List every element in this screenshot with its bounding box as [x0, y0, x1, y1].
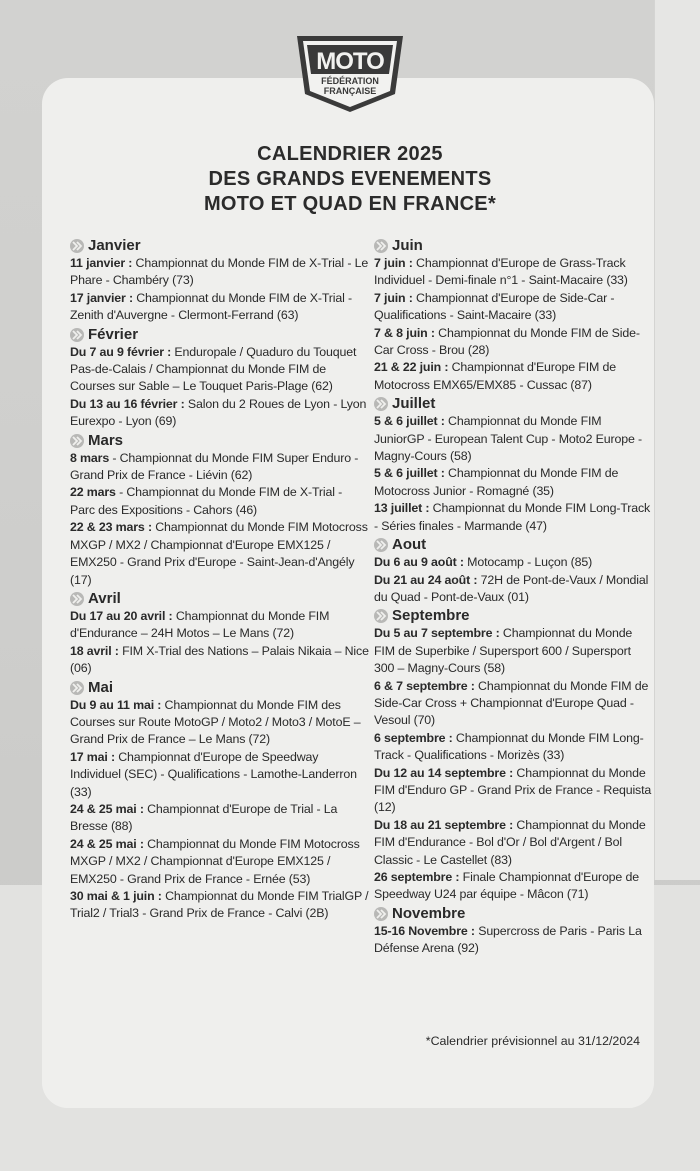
- event-item: [374, 359, 654, 394]
- month-label: Aout: [392, 536, 427, 554]
- event-date: 24 & 25 mai :: [70, 836, 144, 851]
- chevron-right-icon: [70, 239, 84, 253]
- event-item: [70, 643, 370, 678]
- event-description: Championnat du Monde FIM Long-Track - Qualifications - Morizès (33): [374, 730, 644, 763]
- month-label: Juin: [392, 237, 423, 254]
- event-date: Du 18 au 21 septembre :: [374, 817, 514, 832]
- event-description: Championnat d'Europe FIM de Motocross EMX65/EMX85 - Cussac (87): [374, 360, 616, 392]
- month-heading: [374, 905, 654, 923]
- event-description: Championnat du Monde FIM de Side-Car Cross - Brou (28): [374, 325, 640, 358]
- month-heading: [374, 237, 654, 255]
- event-date: 6 septembre :: [374, 730, 453, 745]
- event-item: [70, 344, 370, 396]
- event-description: Championnat du Monde FIM de Motocross Junior - Romagné (35): [374, 466, 619, 498]
- month-label: Mai: [88, 678, 114, 696]
- event-item: [70, 255, 370, 290]
- chevron-right-icon: [374, 397, 388, 411]
- event-date: 8 mars: [70, 450, 110, 465]
- event-description: Championnat du Monde FIM JuniorGP - European Talent Cup - Moto2 Europe - Magny-Cours (58): [374, 414, 642, 464]
- event-date: Du 12 au 14 septembre :: [374, 765, 514, 780]
- event-item: [374, 290, 654, 325]
- event-description: Championnat du Monde FIM TrialGP / Trial2 / Trial3 - Grand Prix de France - Calvi (2B): [70, 889, 369, 921]
- page-edge-strip: [654, 0, 700, 880]
- event-description: Salon du 2 Roues de Lyon - Lyon Eurexpo - Lyon (69): [70, 396, 367, 429]
- month-heading: [374, 607, 654, 625]
- chevron-right-icon: [70, 328, 84, 342]
- event-description: Finale Championnat d'Europe de Speedway U24 par équipe - Mâcon (71): [374, 870, 639, 902]
- event-description: Championnat du Monde FIM Motocross MXGP / MX2 / Championnat d'Europe EMX125 / EMX250 - Grand Prix d'Europe - Saint-Jean-d'Angély (17): [70, 520, 368, 587]
- event-description: FIM X-Trial des Nations – Palais Nikaia – Nice (06): [70, 643, 369, 676]
- event-description: Motocamp - Luçon (85): [463, 555, 593, 570]
- event-description: Championnat du Monde FIM Motocross MXGP / MX2 / Championnat d'Europe EMX125 / EMX250 - Grand Prix de France - Ernée (53): [70, 836, 360, 886]
- month-heading: [374, 536, 654, 554]
- month-heading: [70, 432, 370, 450]
- event-date: 5 & 6 juillet :: [374, 466, 445, 481]
- month-label: Juillet: [392, 395, 436, 413]
- logo-federation: FÉDÉRATION: [321, 76, 379, 86]
- month-label: Avril: [88, 589, 121, 607]
- title-line-1: CALENDRIER 2025: [257, 143, 443, 165]
- event-description: Championnat du Monde FIM de X-Trial - Zenith d'Auvergne - Clermont-Ferrand (63): [70, 290, 352, 323]
- event-description: Championnat du Monde FIM d'Endurance - Bol d'Or / Bol d'Argent / Bol Classic - Le Castellet (83): [374, 817, 646, 867]
- event-description: 72H de Pont-de-Vaux / Mondial du Quad - Pont-de-Vaux (01): [374, 572, 649, 604]
- event-item: [374, 625, 654, 677]
- event-date: 26 septembre :: [374, 870, 460, 884]
- event-item: [70, 396, 370, 431]
- event-item: [70, 888, 370, 923]
- event-item: [70, 290, 370, 325]
- event-item: [70, 836, 370, 888]
- event-item: [374, 465, 654, 500]
- event-item: [374, 869, 654, 904]
- event-date: Du 21 au 24 août :: [374, 572, 478, 587]
- event-item: [70, 749, 370, 801]
- event-description: Championnat du Monde FIM de Superbike / Supersport 600 / Supersport 300 – Magny-Cours (58): [374, 626, 633, 676]
- event-description: Championnat d'Europe de Side-Car - Qualifications - Saint-Macaire (33): [374, 290, 615, 323]
- event-item: [70, 697, 370, 749]
- chevron-right-icon: [374, 609, 388, 623]
- chevron-right-icon: [70, 592, 84, 606]
- event-description: Championnat du Monde FIM d'Endurance – 24H Motos – Le Mans (72): [70, 608, 330, 641]
- event-item: [374, 413, 654, 465]
- event-date: 7 juin :: [374, 256, 413, 270]
- event-date: 21 & 22 juin :: [374, 360, 449, 375]
- event-description: - Championnat du Monde FIM de X-Trial - Parc des Expositions - Cahors (46): [70, 485, 343, 517]
- month-label: Novembre: [392, 904, 466, 922]
- event-date: 11 janvier :: [70, 256, 133, 270]
- event-description: Championnat d'Europe de Grass-Track Individuel - Demi-finale n°1 - Saint-Macaire (33): [374, 256, 628, 288]
- event-date: 30 mai & 1 juin :: [70, 889, 162, 903]
- chevron-right-icon: [374, 239, 388, 253]
- event-date: 15-16 Novembre :: [374, 923, 475, 938]
- event-date: 7 juin :: [374, 290, 413, 305]
- footnote: *Calendrier prévisionnel au 31/12/2024: [425, 1034, 640, 1048]
- chevron-right-icon: [70, 681, 84, 695]
- event-description: - Championnat du Monde FIM Super Enduro - Grand Prix de France - Liévin (62): [70, 450, 359, 483]
- event-item: [374, 817, 654, 869]
- event-description: Championnat d'Europe de Trial - La Bresse (88): [70, 801, 338, 834]
- event-date: 24 & 25 mai :: [70, 801, 144, 816]
- event-date: Du 6 au 9 août :: [374, 555, 464, 570]
- event-description: Championnat du Monde FIM de X-Trial - Le Phare - Chambéry (73): [70, 256, 369, 288]
- event-item: [374, 572, 654, 607]
- event-item: [70, 450, 370, 485]
- month-heading: [70, 326, 370, 344]
- logo-brand: MOTO: [316, 48, 384, 75]
- ffm-logo: [291, 32, 409, 114]
- calendar-column-left: [70, 236, 370, 923]
- month-label: Février: [88, 325, 139, 343]
- event-date: 6 & 7 septembre :: [374, 678, 475, 693]
- month-label: Septembre: [392, 607, 470, 625]
- event-description: Championnat du Monde FIM des Courses sur Route MotoGP / Moto2 / Moto3 / MotoE – Grand Prix de France – Le Mans (72): [70, 697, 361, 747]
- month-heading: [374, 395, 654, 413]
- event-item: [70, 608, 370, 643]
- event-description: Championnat du Monde FIM d'Enduro GP - Grand Prix de France - Requista (12): [374, 765, 652, 815]
- event-date: 17 mai :: [70, 749, 115, 764]
- event-item: [374, 325, 654, 360]
- month-label: Janvier: [88, 237, 141, 254]
- event-item: [70, 801, 370, 836]
- event-date: Du 13 au 16 février :: [70, 396, 185, 411]
- event-description: Enduropale / Quaduro du Touquet Pas-de-Calais / Championnat du Monde FIM de Courses sur Sable – Le Touquet Paris-Plage (62): [70, 344, 357, 394]
- event-date: 22 & 23 mars :: [70, 520, 152, 535]
- page-title: [60, 142, 640, 217]
- event-item: [374, 500, 654, 535]
- chevron-right-icon: [70, 434, 84, 448]
- event-item: [374, 255, 654, 290]
- month-heading: [70, 590, 370, 608]
- event-item: [374, 678, 654, 730]
- event-item: [70, 519, 370, 589]
- event-date: 18 avril :: [70, 643, 119, 658]
- event-date: 22 mars: [70, 485, 116, 500]
- chevron-right-icon: [374, 538, 388, 552]
- title-line-3: MOTO ET QUAD EN FRANCE*: [203, 193, 497, 215]
- month-label: Mars: [88, 431, 124, 449]
- event-date: Du 9 au 11 mai :: [70, 697, 162, 712]
- event-description: Championnat du Monde FIM de Side-Car Cross + Championnat d'Europe Quad - Vesoul (70): [374, 678, 649, 728]
- month-heading: [70, 679, 370, 697]
- calendar-column-right: [374, 236, 654, 958]
- event-item: [374, 923, 654, 958]
- event-date: 7 & 8 juin :: [374, 325, 435, 340]
- month-heading: [70, 237, 370, 255]
- event-description: Supercross de Paris - Paris La Défense Arena (92): [374, 923, 642, 956]
- event-date: 5 & 6 juillet :: [374, 414, 445, 429]
- event-description: Championnat du Monde FIM Long-Track - Séries finales - Marmande (47): [374, 501, 651, 533]
- title-line-2: DES GRANDS EVENEMENTS: [208, 168, 492, 190]
- event-date: 13 juillet :: [374, 501, 430, 516]
- event-description: Championnat d'Europe de Speedway Individuel (SEC) - Qualifications - Lamothe-Landerron (33): [70, 749, 357, 799]
- event-date: Du 5 au 7 septembre :: [374, 626, 500, 641]
- event-item: [374, 765, 654, 817]
- event-date: Du 7 au 9 février :: [70, 344, 172, 359]
- event-date: Du 17 au 20 avril :: [70, 608, 173, 623]
- event-item: [374, 730, 654, 765]
- chevron-right-icon: [374, 907, 388, 921]
- event-item: [70, 484, 370, 519]
- event-item: [374, 554, 654, 571]
- event-date: 17 janvier :: [70, 290, 133, 305]
- logo-francaise: FRANÇAISE: [323, 86, 377, 96]
